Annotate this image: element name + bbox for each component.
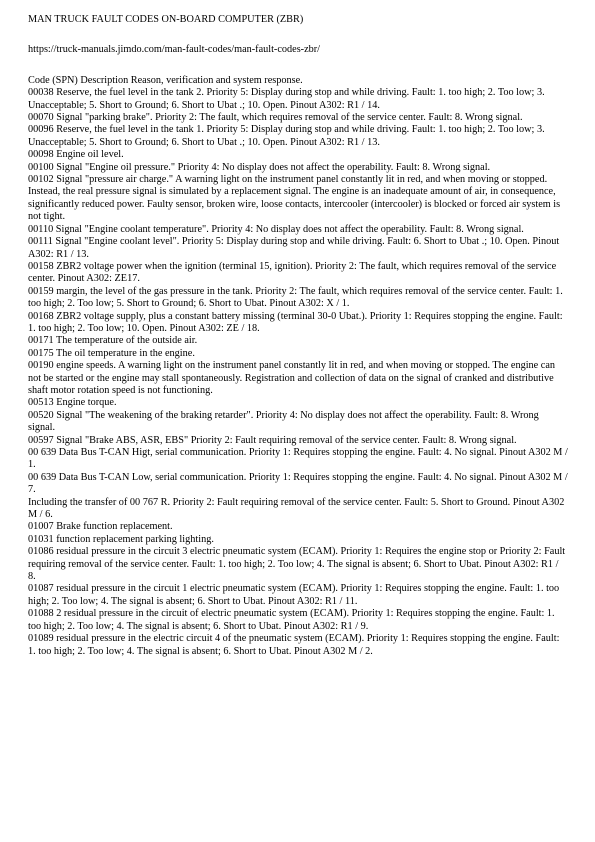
fault-code-entry: 00 639 Data Bus T-CAN Low, serial communication. Priority 1: Requires stopping the engine. Fault: 4. No signal. Pinout A302 M / 7. (28, 471, 568, 496)
fault-code-entry: 00175 The oil temperature in the engine. (28, 347, 195, 359)
document-title: MAN TRUCK FAULT CODES ON-BOARD COMPUTER (ZBR) (28, 14, 304, 25)
fault-code-entry: 00111 Signal "Engine coolant level". Priority 5: Display during stop and while driving. Fault: 6. Short to Ubat .; 10. Open. Pinout A302: R1 / 13. (28, 236, 560, 260)
fault-code-entry: 00171 The temperature of the outside air. (28, 335, 198, 347)
fault-code-entry: 00110 Signal "Engine coolant temperature". Priority 4: No display does not affect the operability. Fault: 8. Wrong signal. (28, 223, 524, 235)
fault-code-entry: 00159 margin, the level of the gas pressure in the tank. Priority 2: The fault, which requires removal of the service center. Fault: 1. too high; 2. Too low; 5. Short to Ground; 6. Short to Ubat. Pinout A302: X / 1. (28, 285, 563, 310)
fault-code-entry: 00168 ZBR2 voltage supply, plus a constant battery missing (terminal 30-0 Ubat.). Priority 1: Requires stopping the engine. Fault: 1. too high; 2. Too low; 10. Open. Pinout A302: ZE / 18. (28, 310, 563, 334)
fault-code-entry: 01007 Brake function replacement. (28, 521, 173, 533)
fault-code-entry: 00038 Reserve, the fuel level in the tank 2. Priority 5: Display during stop and while driving. Fault: 1. too high; 2. Too low; 3. Unacceptable; 5. Short to Ground; 6. Short to Ubat .; 10. Open. Pinout A302: R1 / 14. (28, 87, 545, 111)
fault-code-entry: 00513 Engine torque. (28, 397, 117, 409)
fault-code-entry: 00100 Signal "Engine oil pressure." Priority 4: No display does not affect the operability. Fault: 8. Wrong signal. (28, 161, 491, 173)
fault-code-entry: 00520 Signal "The weakening of the braking retarder". Priority 4: No display does not affect the operability. Fault: 8. Wrong signal. (28, 409, 539, 434)
fault-code-entry: 00190 engine speeds. A warning light on the instrument panel constantly lit in red, and when moving or stopped. The engine can not be started or the engine may stall spontaneously. Registration and collection of data on the signal of cranked and distributive shaft motor rotation speed is not functioning. (28, 360, 556, 396)
fault-code-entry: Including the transfer of 00 767 R. Priority 2: Fault requiring removal of the service center. Fault: 5. Short to Ground. Pinout A302 M / 6. (28, 496, 565, 521)
table-intro: Code (SPN) Description Reason, verification and system response. (28, 74, 303, 86)
fault-code-entry: 01087 residual pressure in the circuit 1 electric pneumatic system (ECAM). Priority 1: Requires stopping the engine. Fault: 1. too high; 2. Too low; 4. The signal is absent; 6. Short to Ubat. Pinout A302: R1 / 11. (28, 583, 560, 607)
fault-code-entry: 01031 function replacement parking lighting. (28, 533, 214, 545)
fault-code-list (28, 87, 568, 658)
fault-code-entry: 01089 residual pressure in the electric circuit 4 of the pneumatic system (ECAM). Priority 1: Requires stopping the engine. Fault: 1. too high; 2. Too low; 4. The signal is absent; 6. Short to Ubat. Pinout A302 M / 2. (28, 633, 560, 657)
fault-code-entry: 00597 Signal "Brake ABS, ASR, EBS" Priority 2: Fault requiring removal of the service center. Fault: 8. Wrong signal. (28, 434, 517, 446)
fault-code-entry: 00098 Engine oil level. (28, 149, 124, 161)
fault-code-entry: 00 639 Data Bus T-CAN Higt, serial communication. Priority 1: Requires stopping the engine. Fault: 4. No signal. Pinout A302 M / 1. (28, 447, 568, 471)
fault-code-entry: 00096 Reserve, the fuel level in the tank 1. Priority 5: Display during stop and while driving. Fault: 1. too high; 2. Too low; 3. Unacceptable; 5. Short to Ground; 6. Short to Ubat .; 10. Open. Pinout A302: R1 / 13. (28, 124, 545, 148)
document-page (28, 14, 568, 658)
fault-code-entry: 00070 Signal "parking brake". Priority 2: The fault, which requires removal of the service center. Fault: 8. Wrong signal. (28, 112, 523, 124)
fault-code-entry: 00158 ZBR2 voltage power when the ignition (terminal 15, ignition). Priority 2: The fault, which requires removal of the service center. Pinout A302: ZE17. (28, 260, 557, 285)
fault-code-entry: 00102 Signal "pressure air charge." A warning light on the instrument panel constantly lit in red, and when moving or stopped. Instead, the real pressure signal is simulated by a replacement signal. The engine is an inadequate amount of air, in consequence, significantly reduced power. Faulty sensor, broken wire, loose contacts, intercooler (intercooler) is blocked or forced air system is not tight. (28, 174, 561, 223)
fault-code-entry: 01088 2 residual pressure in the circuit of electric pneumatic system (ECAM). Priority 1: Requires stopping the engine. Fault: 1. too high; 2. Too low; 4. The signal is absent; 6. Short to Ubat. Pinout A302: R1 / 9. (28, 608, 555, 632)
fault-code-entry: 01086 residual pressure in the circuit 3 electric pneumatic system (ECAM). Priority 1: Requires the engine stop or Priority 2: Fault requiring removal of the service center. Fault: 1. too high; 2. Too low; 4. The signal is absent; 6. Short to Ubat. Pinout A302: R1 / 8. (28, 546, 566, 583)
source-url: https://truck-manuals.jimdo.com/man-fault-codes/man-fault-codes-zbr/ (28, 44, 321, 56)
